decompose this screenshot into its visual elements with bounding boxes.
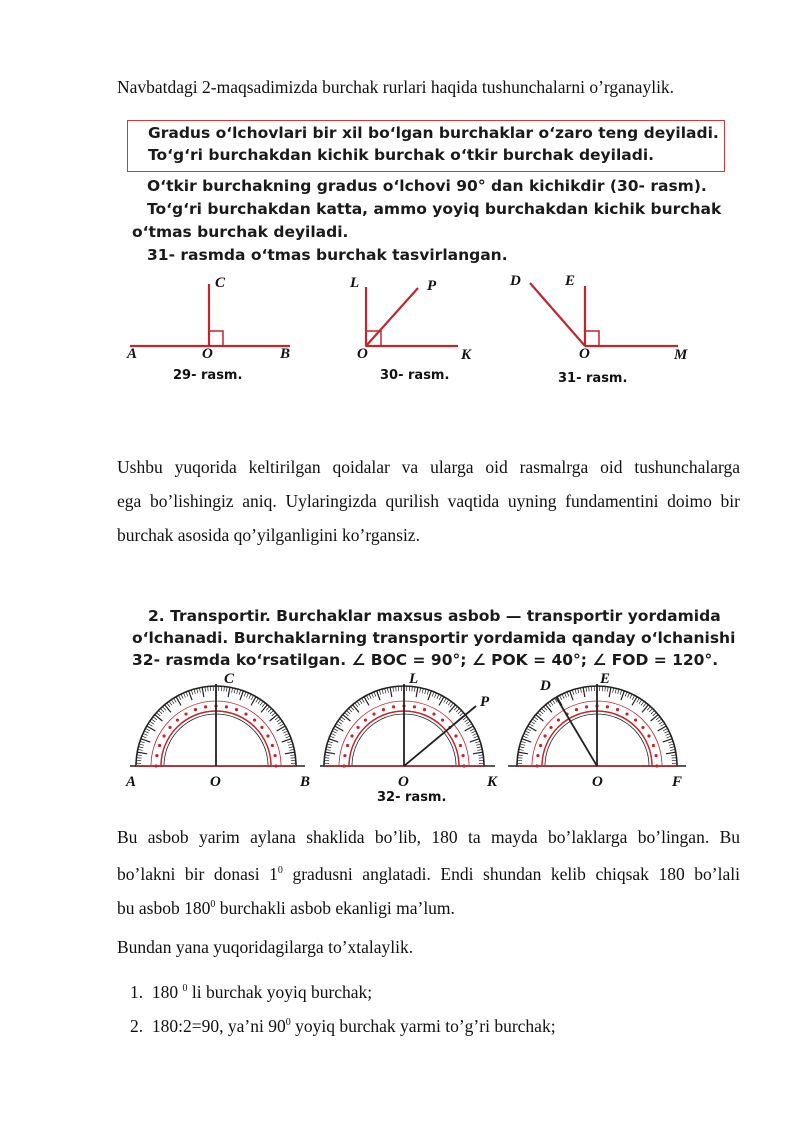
label-o: O [579,346,590,362]
caption-32: 32- rasm. [377,790,447,805]
definition-line-1 [148,124,719,142]
paragraph-1-line-1: Ushbu yuqorida keltirilgan qoidalar va ularga oid rasmalrga oid tushunchalarga [117,457,740,477]
definition-text: deyiladi. [638,124,719,142]
book-line-4: 31- rasmda o‘tmas burchak tasvirlangan. [147,246,508,264]
label-o: O [592,774,603,790]
text: 180:2=90, ya’ni 90 [151,1015,286,1036]
label-c: C [224,671,235,687]
term-otkir-burchak: o‘tkir burchak [450,146,574,164]
fig31-ray-od [530,283,585,346]
label-o: O [398,774,409,790]
text: bo’lakni bir donasi 1 [117,863,278,884]
label-k: K [487,774,498,790]
label-d: D [510,273,521,289]
label-f: F [672,774,683,790]
label-e: E [600,671,611,687]
caption-30: 30- rasm. [380,368,450,383]
transportir-line-2: o‘lchanadi. Burchaklarning transportir yordamida qanday o‘lchanishi [132,629,736,647]
caption-29: 29- rasm. [173,368,243,383]
fig31-right-angle-mark [585,331,599,346]
label-m: M [674,347,688,363]
label-p: P [427,278,437,294]
list-number: 1. [130,981,144,1002]
text: yoyiq burchak yarmi to’g’ri burchak; [290,1015,556,1036]
caption-31: 31- rasm. [558,371,628,386]
term-ozaro-teng: o‘zaro teng [538,124,639,142]
label-l: L [409,671,419,687]
text: 180 [151,981,183,1002]
intro-text: Navbatdagi 2-maqsadimizda burchak rurlari haqida tushunchalarni o’rganaylik. [117,77,675,97]
definition-box [127,120,725,172]
book-text: deyiladi. [267,223,349,241]
transportir-line-3: 32- rasmda ko‘rsatilgan. ∠ BOC = 90°; ∠ POK = 40°; ∠ FOD = 120°. [132,651,719,669]
label-a: A [127,346,138,362]
book-text: Burchaklar maxsus asbob — transportir yordamida [270,607,721,625]
degree-sup: 0 [210,899,216,910]
paragraph-3: Bundan yana yuqoridagilarga to’xtalaylik. [117,937,414,957]
paragraph-2-line-2 [117,854,740,891]
degree-sup: 0 [182,983,188,994]
book-line-1: O‘tkir burchakning gradus o‘lchovi 90° dan kichikdir (30- rasm). [147,177,707,195]
definition-line-2 [148,146,654,164]
label-e: E [565,273,576,289]
text: burchakli asbob ekanligi ma’lum. [215,897,455,918]
paragraph-1-line-2: ega bo’lishingiz aniq. Uylaringizda qurilish vaqtida uyning fundamentini doimo bir [117,491,740,511]
definition-text: deyiladi. [573,146,655,164]
text: gradusni anglatadi. Endi shundan kelib chiqsak 180 bo’lali [282,863,740,884]
label-p: P [480,694,490,710]
protractor-figure [0,666,800,801]
label-k: K [461,347,472,363]
label-o: O [202,346,213,362]
book-line-2: To‘g‘ri burchakdan katta, ammo yoyiq burchakdan kichik burchak [147,200,722,218]
transportir-line-1 [148,607,721,625]
list-number: 2. [130,1015,144,1036]
degree-sup: 0 [285,1017,291,1028]
term-otmas-burchak: o‘tmas burchak [132,223,268,241]
label-o: O [357,346,368,362]
label-b: B [280,346,291,362]
section-number: 2. [148,607,165,625]
label-o: O [210,774,221,790]
text: bu asbob 180 [117,897,211,918]
definition-text: Gradus o‘lchovlari bir xil bo‘lgan burchaklar [148,124,539,142]
label-l: L [350,275,360,291]
book-line-3 [132,223,348,241]
fig30-ray-op [366,288,418,346]
label-c: C [215,275,226,291]
definition-text: To‘g‘ri burchakdan kichik burchak [148,146,451,164]
paragraph-2-line-1: Bu asbob yarim aylana shaklida bo’lib, 180 ta mayda bo’laklarga bo’lingan. Bu [117,827,740,847]
term-transportir: Transportir. [170,607,271,625]
fig29-right-angle-mark [209,331,223,346]
label-d: D [540,678,551,694]
list-item [130,1006,556,1043]
text: li burchak yoyiq burchak; [187,981,373,1002]
paragraph-2-line-3 [117,888,455,925]
label-a: A [126,774,137,790]
label-b: B [300,774,311,790]
paragraph-1-line-3: burchak asosida qo’yilganligini ko’rgansiz. [117,525,420,545]
degree-sup: 0 [277,865,283,876]
list-item [130,972,372,1009]
